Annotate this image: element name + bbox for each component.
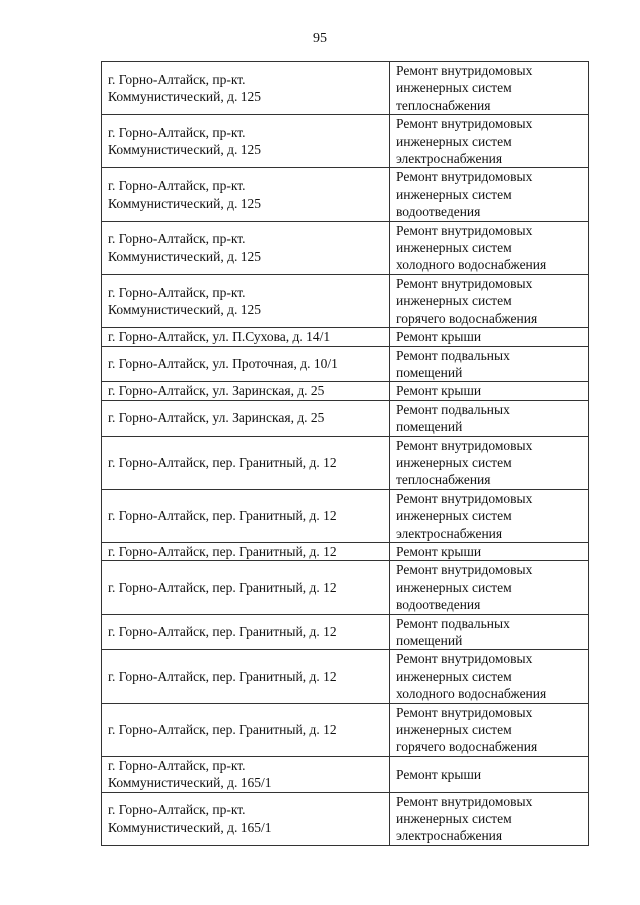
page-number: 95 xyxy=(313,31,327,46)
address-cell: г. Горно-Алтайск, ул. Заринская, д. 25 xyxy=(102,382,390,400)
work-type-cell: Ремонт подвальных помещений xyxy=(390,346,589,382)
table-row xyxy=(102,703,589,756)
works-table xyxy=(101,61,589,846)
address-cell: г. Горно-Алтайск, пр-кт. Коммунистический, д. 165/1 xyxy=(102,792,390,845)
work-type-cell: Ремонт крыши xyxy=(390,328,589,346)
address-cell: г. Горно-Алтайск, пер. Гранитный, д. 12 xyxy=(102,436,390,489)
work-type-cell: Ремонт внутридомовых инженерных систем водоотведения xyxy=(390,168,589,221)
address-cell: г. Горно-Алтайск, пер. Гранитный, д. 12 xyxy=(102,489,390,542)
table-row xyxy=(102,489,589,542)
work-type-cell: Ремонт внутридомовых инженерных систем теплоснабжения xyxy=(390,62,589,115)
table-row xyxy=(102,561,589,614)
table-row xyxy=(102,346,589,382)
address-cell: г. Горно-Алтайск, пер. Гранитный, д. 12 xyxy=(102,614,390,650)
table-row xyxy=(102,756,589,792)
table-row xyxy=(102,382,589,400)
address-cell: г. Горно-Алтайск, ул. Заринская, д. 25 xyxy=(102,400,390,436)
work-type-cell: Ремонт подвальных помещений xyxy=(390,614,589,650)
work-type-cell: Ремонт внутридомовых инженерных систем горячего водоснабжения xyxy=(390,274,589,327)
address-cell: г. Горно-Алтайск, пр-кт. Коммунистический, д. 125 xyxy=(102,221,390,274)
address-cell: г. Горно-Алтайск, пер. Гранитный, д. 12 xyxy=(102,542,390,560)
table-row xyxy=(102,650,589,703)
table-row xyxy=(102,400,589,436)
table-row xyxy=(102,274,589,327)
table-row xyxy=(102,168,589,221)
work-type-cell: Ремонт внутридомовых инженерных систем водоотведения xyxy=(390,561,589,614)
table-row xyxy=(102,542,589,560)
address-cell: г. Горно-Алтайск, пр-кт. Коммунистический, д. 125 xyxy=(102,115,390,168)
work-type-cell: Ремонт внутридомовых инженерных систем электроснабжения xyxy=(390,792,589,845)
table-row xyxy=(102,115,589,168)
table-row xyxy=(102,62,589,115)
work-type-cell: Ремонт внутридомовых инженерных систем электроснабжения xyxy=(390,115,589,168)
work-type-cell: Ремонт подвальных помещений xyxy=(390,400,589,436)
works-table-body xyxy=(102,62,589,846)
table-row xyxy=(102,328,589,346)
address-cell: г. Горно-Алтайск, пр-кт. Коммунистический, д. 125 xyxy=(102,62,390,115)
work-type-cell: Ремонт крыши xyxy=(390,542,589,560)
work-type-cell: Ремонт крыши xyxy=(390,382,589,400)
work-type-cell: Ремонт внутридомовых инженерных систем горячего водоснабжения xyxy=(390,703,589,756)
address-cell: г. Горно-Алтайск, пер. Гранитный, д. 12 xyxy=(102,650,390,703)
address-cell: г. Горно-Алтайск, пер. Гранитный, д. 12 xyxy=(102,561,390,614)
table-row xyxy=(102,792,589,845)
table-row xyxy=(102,614,589,650)
address-cell: г. Горно-Алтайск, пр-кт. Коммунистический, д. 125 xyxy=(102,274,390,327)
work-type-cell: Ремонт крыши xyxy=(390,756,589,792)
work-type-cell: Ремонт внутридомовых инженерных систем электроснабжения xyxy=(390,489,589,542)
address-cell: г. Горно-Алтайск, пр-кт. Коммунистический, д. 125 xyxy=(102,168,390,221)
work-type-cell: Ремонт внутридомовых инженерных систем теплоснабжения xyxy=(390,436,589,489)
address-cell: г. Горно-Алтайск, ул. Проточная, д. 10/1 xyxy=(102,346,390,382)
table-row xyxy=(102,436,589,489)
table-row xyxy=(102,221,589,274)
address-cell: г. Горно-Алтайск, пер. Гранитный, д. 12 xyxy=(102,703,390,756)
work-type-cell: Ремонт внутридомовых инженерных систем холодного водоснабжения xyxy=(390,650,589,703)
address-cell: г. Горно-Алтайск, ул. П.Сухова, д. 14/1 xyxy=(102,328,390,346)
work-type-cell: Ремонт внутридомовых инженерных систем холодного водоснабжения xyxy=(390,221,589,274)
address-cell: г. Горно-Алтайск, пр-кт. Коммунистический, д. 165/1 xyxy=(102,756,390,792)
